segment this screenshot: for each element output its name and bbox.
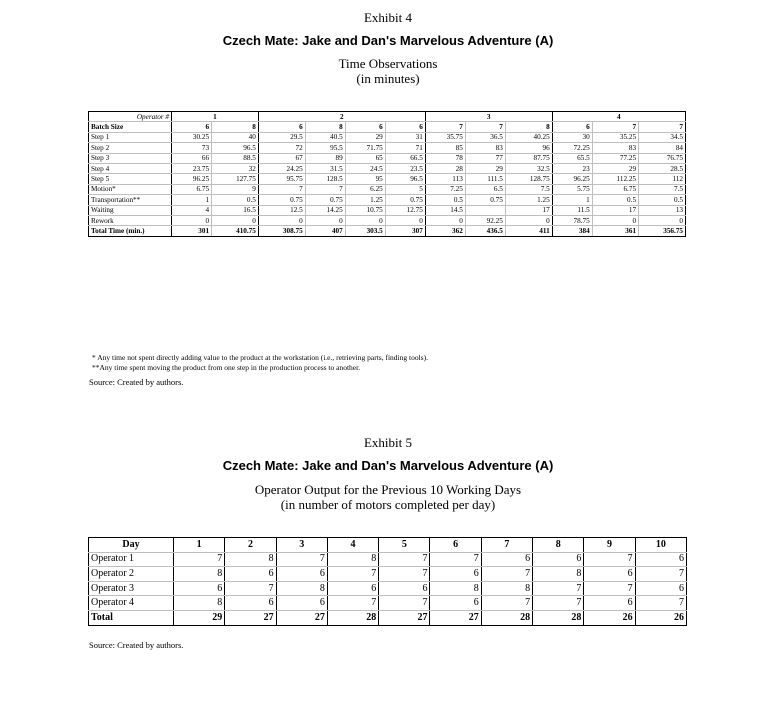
table-cell: 71 bbox=[385, 143, 425, 153]
table-cell: 40.5 bbox=[305, 132, 345, 142]
row-label: Operator 3 bbox=[89, 581, 174, 596]
table-cell: 6 bbox=[584, 567, 635, 582]
table-cell: 6 bbox=[345, 122, 385, 132]
table-cell: 6.25 bbox=[345, 184, 385, 194]
row-label: Step 1 bbox=[89, 132, 172, 142]
table-cell: 11.5 bbox=[552, 205, 592, 215]
table-cell: 6 bbox=[327, 581, 378, 596]
table-cell: 7 bbox=[425, 122, 465, 132]
table-cell: 8 bbox=[505, 122, 552, 132]
table-cell: 40.25 bbox=[505, 132, 552, 142]
table-cell: 7 bbox=[481, 596, 532, 611]
table-cell: 128.5 bbox=[305, 174, 345, 184]
operator-number-row bbox=[89, 112, 686, 122]
table-cell: 32 bbox=[212, 163, 259, 173]
table-cell: 7 bbox=[465, 122, 505, 132]
table-cell: 95 bbox=[345, 174, 385, 184]
table-cell: 6 bbox=[584, 596, 635, 611]
table-cell: 32.5 bbox=[505, 163, 552, 173]
table-cell: 28 bbox=[327, 610, 378, 625]
table-cell: 24.25 bbox=[258, 163, 305, 173]
table-cell: 77 bbox=[465, 153, 505, 163]
table-cell: 0 bbox=[258, 215, 305, 225]
table-cell: 7 bbox=[639, 122, 686, 132]
day-header-cell: Day bbox=[89, 538, 174, 553]
table-cell: 362 bbox=[425, 226, 465, 236]
table-cell: 23.5 bbox=[385, 163, 425, 173]
table-cell: 8 bbox=[174, 567, 225, 582]
table-cell: 6 bbox=[430, 596, 481, 611]
table-cell: 7.25 bbox=[425, 184, 465, 194]
table-cell: 84 bbox=[639, 143, 686, 153]
table-cell: 89 bbox=[305, 153, 345, 163]
table-cell: 6 bbox=[276, 567, 327, 582]
table-cell: 16.5 bbox=[212, 205, 259, 215]
table-cell: 7 bbox=[635, 596, 686, 611]
table-cell: 6 bbox=[385, 122, 425, 132]
table-cell: 0.5 bbox=[639, 195, 686, 205]
table-cell: 28 bbox=[481, 610, 532, 625]
table-cell: 26 bbox=[584, 610, 635, 625]
day-3-header: 3 bbox=[276, 538, 327, 553]
table-cell: 7 bbox=[305, 184, 345, 194]
table-cell: 96.25 bbox=[552, 174, 592, 184]
table-cell: 0.75 bbox=[465, 195, 505, 205]
table-cell: 7 bbox=[481, 567, 532, 582]
table-cell: 83 bbox=[592, 143, 638, 153]
table-cell: 0 bbox=[639, 215, 686, 225]
exhibit4-subtitle-line1: Time Observations bbox=[338, 56, 438, 71]
table-cell: 23.75 bbox=[172, 163, 212, 173]
table-cell: 127.75 bbox=[212, 174, 259, 184]
table-cell: 0.5 bbox=[212, 195, 259, 205]
table-cell: 96.5 bbox=[212, 143, 259, 153]
exhibit5-subtitle-line1: Operator Output for the Previous 10 Working Days bbox=[254, 482, 522, 497]
table-cell: 0 bbox=[385, 215, 425, 225]
row-label: Batch Size bbox=[89, 122, 172, 132]
table-cell: 34.5 bbox=[639, 132, 686, 142]
table-cell: 0 bbox=[345, 215, 385, 225]
table-row bbox=[89, 205, 686, 215]
table-cell: 6 bbox=[635, 581, 686, 596]
table-cell: 111.5 bbox=[465, 174, 505, 184]
table-cell: 27 bbox=[276, 610, 327, 625]
table-cell: 67 bbox=[258, 153, 305, 163]
table-cell: 6 bbox=[552, 122, 592, 132]
operator-output-table bbox=[88, 537, 687, 626]
table-cell: 30 bbox=[552, 132, 592, 142]
day-2-header: 2 bbox=[225, 538, 276, 553]
table-cell: 8 bbox=[430, 581, 481, 596]
table-cell: 65.5 bbox=[552, 153, 592, 163]
exhibit4-source: Source: Created by authors. bbox=[89, 377, 184, 387]
exhibit4-footnote-transportation: **Any time spent moving the product from one step in the production process to another. bbox=[92, 363, 361, 372]
table-cell: 29 bbox=[174, 610, 225, 625]
table-cell: 28 bbox=[533, 610, 584, 625]
table-cell: 8 bbox=[305, 122, 345, 132]
table-cell: 24.5 bbox=[345, 163, 385, 173]
table-cell: 17 bbox=[505, 205, 552, 215]
table-cell: 7 bbox=[533, 596, 584, 611]
table-row bbox=[89, 132, 686, 142]
operator-1-header: 1 bbox=[172, 112, 259, 122]
table-cell: 7.5 bbox=[639, 184, 686, 194]
table-cell: 31 bbox=[385, 132, 425, 142]
table-cell: 29.5 bbox=[258, 132, 305, 142]
table-cell: 72.25 bbox=[552, 143, 592, 153]
table-cell: 8 bbox=[276, 581, 327, 596]
table-row bbox=[89, 143, 686, 153]
table-cell: 361 bbox=[592, 226, 638, 236]
table-cell: 6 bbox=[533, 552, 584, 567]
day-4-header: 4 bbox=[327, 538, 378, 553]
table-cell: 87.75 bbox=[505, 153, 552, 163]
table-row bbox=[89, 163, 686, 173]
table-cell: 96.25 bbox=[172, 174, 212, 184]
table-cell: 6 bbox=[225, 596, 276, 611]
table-cell: 5 bbox=[385, 184, 425, 194]
exhibit4-case-title: Czech Mate: Jake and Dan's Marvelous Adventure (A) bbox=[222, 33, 554, 48]
table-cell: 6 bbox=[481, 552, 532, 567]
table-cell: 8 bbox=[327, 552, 378, 567]
table-cell: 23 bbox=[552, 163, 592, 173]
row-label: Step 5 bbox=[89, 174, 172, 184]
table-cell: 10.75 bbox=[345, 205, 385, 215]
table-cell: 308.75 bbox=[258, 226, 305, 236]
table-cell: 7 bbox=[174, 552, 225, 567]
table-cell: 6 bbox=[379, 581, 430, 596]
table-cell: 13 bbox=[639, 205, 686, 215]
table-cell: 7 bbox=[635, 567, 686, 582]
table-cell: 6.5 bbox=[465, 184, 505, 194]
table-cell: 28 bbox=[425, 163, 465, 173]
table-cell: 6 bbox=[172, 122, 212, 132]
table-cell: 96 bbox=[505, 143, 552, 153]
table-cell: 1 bbox=[172, 195, 212, 205]
table-cell: 96.5 bbox=[385, 174, 425, 184]
operator-4-header: 4 bbox=[552, 112, 685, 122]
table-cell: 71.75 bbox=[345, 143, 385, 153]
row-label: Operator 1 bbox=[89, 552, 174, 567]
operator-3-header: 3 bbox=[425, 112, 552, 122]
row-label: Transportation** bbox=[89, 195, 172, 205]
table-cell: 113 bbox=[425, 174, 465, 184]
table-row bbox=[89, 552, 687, 567]
table-cell: 301 bbox=[172, 226, 212, 236]
day-10-header: 10 bbox=[635, 538, 686, 553]
table-cell bbox=[465, 205, 505, 215]
table-cell: 6 bbox=[225, 567, 276, 582]
table-cell: 78 bbox=[425, 153, 465, 163]
table-cell: 356.75 bbox=[639, 226, 686, 236]
table-cell: 7 bbox=[430, 552, 481, 567]
exhibit5-label: Exhibit 5 bbox=[363, 435, 413, 450]
table-cell: 9 bbox=[212, 184, 259, 194]
table-cell: 7 bbox=[258, 184, 305, 194]
table-cell: 8 bbox=[481, 581, 532, 596]
table-cell: 6 bbox=[430, 567, 481, 582]
table-cell: 7 bbox=[327, 596, 378, 611]
table-cell: 0.75 bbox=[258, 195, 305, 205]
table-cell: 0 bbox=[425, 215, 465, 225]
table-cell: 27 bbox=[430, 610, 481, 625]
table-cell: 8 bbox=[225, 552, 276, 567]
table-cell: 8 bbox=[212, 122, 259, 132]
table-cell: 112 bbox=[639, 174, 686, 184]
table-cell: 36.5 bbox=[465, 132, 505, 142]
table-row bbox=[89, 184, 686, 194]
table-cell: 303.5 bbox=[345, 226, 385, 236]
table-cell: 95.5 bbox=[305, 143, 345, 153]
table-cell: 0.5 bbox=[425, 195, 465, 205]
day-header-row bbox=[89, 538, 687, 553]
table-cell: 6.75 bbox=[172, 184, 212, 194]
exhibit5-subtitle-line2: (in number of motors completed per day) bbox=[280, 497, 496, 512]
table-row bbox=[89, 596, 687, 611]
table-row bbox=[89, 122, 686, 132]
table-cell: 7 bbox=[379, 567, 430, 582]
table-cell: 384 bbox=[552, 226, 592, 236]
table-cell: 7 bbox=[584, 581, 635, 596]
day-9-header: 9 bbox=[584, 538, 635, 553]
table-cell: 40 bbox=[212, 132, 259, 142]
table-cell: 8 bbox=[174, 596, 225, 611]
row-label: Total Time (min.) bbox=[89, 226, 172, 236]
table-cell: 7 bbox=[533, 581, 584, 596]
operator-2-header: 2 bbox=[258, 112, 425, 122]
table-cell: 88.5 bbox=[212, 153, 259, 163]
table-cell: 0 bbox=[212, 215, 259, 225]
table-cell: 0 bbox=[172, 215, 212, 225]
table-cell: 1 bbox=[552, 195, 592, 205]
table-cell: 7 bbox=[592, 122, 638, 132]
table-cell: 17 bbox=[592, 205, 638, 215]
table-cell: 6 bbox=[174, 581, 225, 596]
row-label: Motion* bbox=[89, 184, 172, 194]
table-cell: 26 bbox=[635, 610, 686, 625]
time-observations-table bbox=[88, 111, 686, 237]
table-cell: 410.75 bbox=[212, 226, 259, 236]
table-row bbox=[89, 174, 686, 184]
day-1-header: 1 bbox=[174, 538, 225, 553]
table-cell: 29 bbox=[465, 163, 505, 173]
table-row bbox=[89, 610, 687, 625]
row-label: Step 4 bbox=[89, 163, 172, 173]
table-cell: 27 bbox=[225, 610, 276, 625]
table-cell: 92.25 bbox=[465, 215, 505, 225]
table-cell: 411 bbox=[505, 226, 552, 236]
exhibit4-label: Exhibit 4 bbox=[363, 10, 413, 25]
table-cell: 6.75 bbox=[592, 184, 638, 194]
table-cell: 78.75 bbox=[552, 215, 592, 225]
table-cell: 0 bbox=[592, 215, 638, 225]
table-row bbox=[89, 581, 687, 596]
table-cell: 30.25 bbox=[172, 132, 212, 142]
table-row bbox=[89, 226, 686, 236]
table-row bbox=[89, 153, 686, 163]
table-cell: 0.75 bbox=[385, 195, 425, 205]
table-row bbox=[89, 215, 686, 225]
table-cell: 1.25 bbox=[345, 195, 385, 205]
table-cell: 77.25 bbox=[592, 153, 638, 163]
exhibit5-source: Source: Created by authors. bbox=[89, 640, 184, 650]
table-row bbox=[89, 567, 687, 582]
table-cell: 28.5 bbox=[639, 163, 686, 173]
row-label: Step 2 bbox=[89, 143, 172, 153]
table-cell: 8 bbox=[533, 567, 584, 582]
table-cell: 436.5 bbox=[465, 226, 505, 236]
table-cell: 0.5 bbox=[592, 195, 638, 205]
table-cell: 5.75 bbox=[552, 184, 592, 194]
table-cell: 128.75 bbox=[505, 174, 552, 184]
table-cell: 14.25 bbox=[305, 205, 345, 215]
table-cell: 85 bbox=[425, 143, 465, 153]
table-cell: 14.5 bbox=[425, 205, 465, 215]
row-label: Operator 2 bbox=[89, 567, 174, 582]
table-cell: 83 bbox=[465, 143, 505, 153]
table-cell: 27 bbox=[379, 610, 430, 625]
table-cell: 7 bbox=[379, 552, 430, 567]
day-8-header: 8 bbox=[533, 538, 584, 553]
table-cell: 73 bbox=[172, 143, 212, 153]
exhibit5-case-title: Czech Mate: Jake and Dan's Marvelous Adventure (A) bbox=[222, 458, 554, 473]
row-label: Rework bbox=[89, 215, 172, 225]
day-6-header: 6 bbox=[430, 538, 481, 553]
table-cell: 29 bbox=[592, 163, 638, 173]
table-cell: 76.75 bbox=[639, 153, 686, 163]
table-cell: 7 bbox=[584, 552, 635, 567]
exhibit4-footnote-motion: * Any time not spent directly adding value to the product at the workstation (i.e., retrieving parts, finding tools). bbox=[92, 353, 428, 362]
table-cell: 1.25 bbox=[505, 195, 552, 205]
table-cell: 7 bbox=[276, 552, 327, 567]
table-cell: 6 bbox=[635, 552, 686, 567]
table-cell: 7 bbox=[225, 581, 276, 596]
table-cell: 0 bbox=[305, 215, 345, 225]
row-label: Waiting bbox=[89, 205, 172, 215]
table-cell: 7 bbox=[327, 567, 378, 582]
table-cell: 31.5 bbox=[305, 163, 345, 173]
table-cell: 35.25 bbox=[592, 132, 638, 142]
table-cell: 12.75 bbox=[385, 205, 425, 215]
table-cell: 29 bbox=[345, 132, 385, 142]
table-row bbox=[89, 195, 686, 205]
table-cell: 407 bbox=[305, 226, 345, 236]
day-5-header: 5 bbox=[379, 538, 430, 553]
table-cell: 0.75 bbox=[305, 195, 345, 205]
row-label: Step 3 bbox=[89, 153, 172, 163]
row-label: Total bbox=[89, 610, 174, 625]
table-cell: 4 bbox=[172, 205, 212, 215]
table-cell: 112.25 bbox=[592, 174, 638, 184]
table-cell: 66 bbox=[172, 153, 212, 163]
table-cell: 7 bbox=[379, 596, 430, 611]
row-label: Operator 4 bbox=[89, 596, 174, 611]
table-cell: 0 bbox=[505, 215, 552, 225]
table-cell: 35.75 bbox=[425, 132, 465, 142]
operator-header-cell: Operator # bbox=[89, 112, 172, 122]
table-cell: 66.5 bbox=[385, 153, 425, 163]
exhibit4-subtitle-line2: (in minutes) bbox=[356, 71, 420, 86]
day-7-header: 7 bbox=[481, 538, 532, 553]
table-cell: 65 bbox=[345, 153, 385, 163]
table-cell: 6 bbox=[258, 122, 305, 132]
table-cell: 6 bbox=[276, 596, 327, 611]
table-cell: 95.75 bbox=[258, 174, 305, 184]
table-cell: 307 bbox=[385, 226, 425, 236]
table-cell: 7.5 bbox=[505, 184, 552, 194]
table-cell: 12.5 bbox=[258, 205, 305, 215]
table-cell: 72 bbox=[258, 143, 305, 153]
